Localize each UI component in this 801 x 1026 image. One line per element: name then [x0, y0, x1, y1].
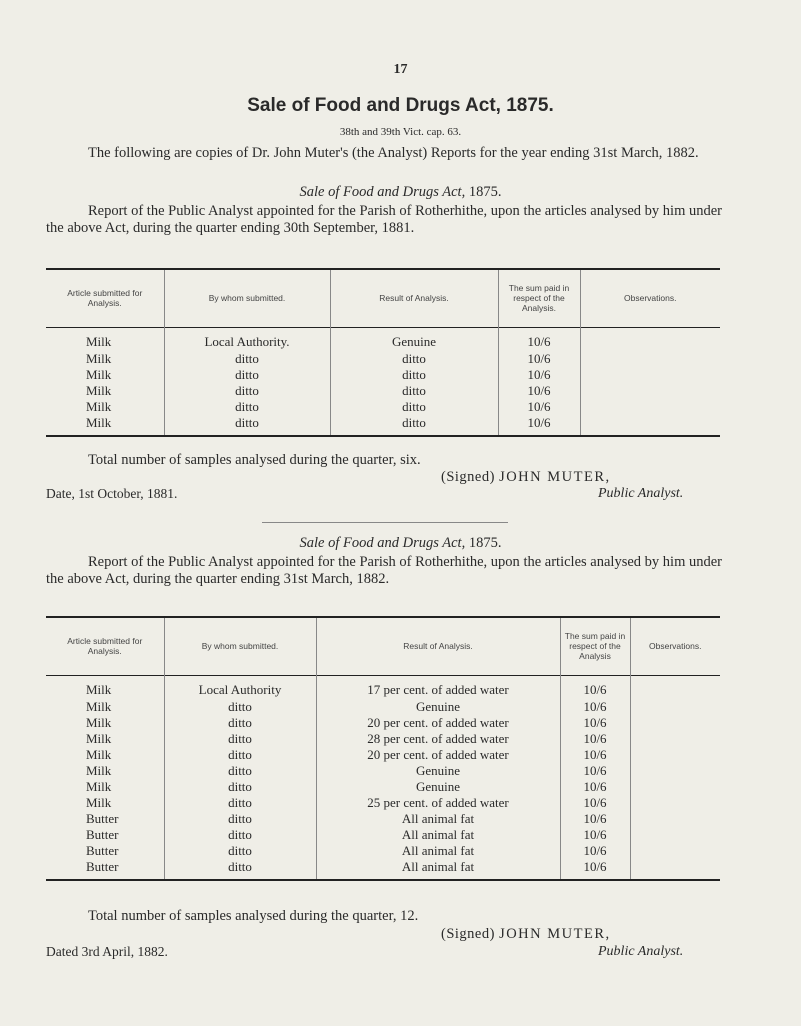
cell-result: 28 per cent. of added water [316, 731, 560, 747]
table-row [46, 675, 720, 699]
cell-observations [580, 415, 720, 431]
section-divider [262, 522, 508, 523]
table-row [46, 811, 720, 827]
cell-article: Milk [86, 747, 112, 762]
report2-col-sum: The sum paid in respect of the Analysis [560, 617, 630, 675]
report1-heading-year: 1875. [468, 184, 502, 200]
report2-signature [441, 926, 611, 943]
report2-col-by-whom: By whom submitted. [164, 617, 316, 675]
report2-text: Report of the Public Analyst appointed for the Parish of Rotherhithe, upon the articles analysed by him under the above Act, during the quarter ending 31st March, 1882. [46, 554, 722, 587]
cell-observations [630, 843, 720, 859]
cell-by-whom: ditto [164, 699, 316, 715]
report2-signed-label: (Signed) [441, 926, 495, 942]
cell-observations [630, 795, 720, 811]
cell-sum: 10/6 [560, 859, 630, 875]
table-spacer-row [46, 875, 720, 880]
table-spacer-row [46, 431, 720, 436]
cell-article: Milk [86, 399, 112, 414]
report2-date: Dated 3rd April, 1882. [46, 944, 168, 959]
cell-by-whom: ditto [164, 399, 330, 415]
report1-header-row [46, 269, 720, 327]
cell-observations [630, 779, 720, 795]
table-row [46, 843, 720, 859]
spacer-cell [46, 431, 164, 436]
cell-observations [630, 827, 720, 843]
cell-observations [630, 715, 720, 731]
cell-article: Butter [86, 843, 119, 858]
cell-article: Milk [86, 715, 112, 730]
cell-article: Milk [86, 795, 112, 810]
cell-observations [580, 327, 720, 351]
cell-result: All animal fat [316, 859, 560, 875]
report1-date: Date, 1st October, 1881. [46, 486, 178, 501]
cell-observations [580, 351, 720, 367]
cell-sum: 10/6 [560, 747, 630, 763]
cell-result: All animal fat [316, 827, 560, 843]
table-row [46, 383, 720, 399]
page-title: Sale of Food and Drugs Act, 1875. [247, 95, 554, 116]
cell-article: Butter [86, 859, 119, 874]
cell-sum: 10/6 [498, 367, 580, 383]
cell-observations [630, 747, 720, 763]
table-row [46, 351, 720, 367]
report1-col-by-whom: By whom submitted. [164, 269, 330, 327]
report1-role: Public Analyst. [598, 486, 684, 501]
cell-by-whom: ditto [164, 747, 316, 763]
cell-observations [630, 731, 720, 747]
cell-result: ditto [330, 367, 498, 383]
cell-article: Butter [86, 827, 119, 842]
cell-sum: 10/6 [498, 415, 580, 431]
spacer-cell [164, 875, 316, 880]
spacer-cell [316, 875, 560, 880]
cell-article: Milk [86, 351, 112, 366]
cell-by-whom: ditto [164, 763, 316, 779]
cell-by-whom: ditto [164, 779, 316, 795]
cell-by-whom: ditto [164, 827, 316, 843]
table-row [46, 699, 720, 715]
report2-heading [0, 535, 801, 552]
cell-sum: 10/6 [498, 383, 580, 399]
cell-result: Genuine [316, 779, 560, 795]
cell-by-whom: ditto [164, 367, 330, 383]
report1-heading-title: Sale of Food and Drugs Act, [299, 184, 466, 200]
cell-result: All animal fat [316, 843, 560, 859]
cell-sum: 10/6 [560, 699, 630, 715]
cell-article: Milk [86, 699, 112, 714]
table-row [46, 747, 720, 763]
table-row [46, 327, 720, 351]
cell-result: 25 per cent. of added water [316, 795, 560, 811]
cell-observations [630, 675, 720, 699]
cell-by-whom: ditto [164, 859, 316, 875]
table-row [46, 779, 720, 795]
table-row [46, 367, 720, 383]
report2-total: Total number of samples analysed during the quarter, 12. [88, 908, 419, 924]
cell-article: Milk [86, 682, 112, 698]
cell-by-whom: ditto [164, 715, 316, 731]
cell-sum: 10/6 [560, 763, 630, 779]
spacer-cell [580, 431, 720, 436]
report1-signer: JOHN MUTER, [499, 469, 611, 485]
cell-sum: 10/6 [498, 399, 580, 415]
report1-col-result: Result of Analysis. [330, 269, 498, 327]
cell-result: All animal fat [316, 811, 560, 827]
table-row [46, 859, 720, 875]
cell-sum: 10/6 [560, 675, 630, 699]
report2-role: Public Analyst. [598, 944, 684, 959]
cell-sum: 10/6 [560, 731, 630, 747]
spacer-cell [164, 431, 330, 436]
cell-sum: 10/6 [560, 795, 630, 811]
cell-observations [630, 859, 720, 875]
cell-observations [580, 367, 720, 383]
report1-col-sum: The sum paid in respect of the Analysis. [498, 269, 580, 327]
report1-table-body [46, 327, 720, 436]
spacer-cell [46, 875, 164, 880]
cell-by-whom: ditto [164, 383, 330, 399]
cell-result: Genuine [316, 763, 560, 779]
cell-article: Milk [86, 383, 112, 398]
report1-signature [441, 469, 611, 486]
cell-by-whom: ditto [164, 811, 316, 827]
spacer-cell [560, 875, 630, 880]
cell-result: ditto [330, 399, 498, 415]
report1-col-observations: Observations. [580, 269, 720, 327]
cell-article: Milk [86, 415, 112, 430]
report1-text: Report of the Public Analyst appointed for the Parish of Rotherhithe, upon the articles analysed by him under the above Act, during the quarter ending 30th September, 1881. [46, 203, 722, 236]
intro-paragraph: The following are copies of Dr. John Muter's (the Analyst) Reports for the year ending 31st March, 1882. [88, 145, 699, 161]
spacer-cell [498, 431, 580, 436]
cell-result: ditto [330, 383, 498, 399]
cell-by-whom: ditto [164, 795, 316, 811]
report2-col-article: Article submitted for Analysis. [67, 636, 143, 657]
report2-table [46, 616, 720, 881]
table-row [46, 731, 720, 747]
cell-result: Genuine [316, 699, 560, 715]
cell-result: 20 per cent. of added water [316, 715, 560, 731]
report1-signed-label: (Signed) [441, 469, 495, 485]
cell-by-whom: Local Authority. [164, 327, 330, 351]
report2-heading-title: Sale of Food and Drugs Act, [299, 535, 466, 551]
cell-sum: 10/6 [498, 327, 580, 351]
cell-result: 17 per cent. of added water [316, 675, 560, 699]
table-row [46, 415, 720, 431]
table-row [46, 795, 720, 811]
table-row [46, 827, 720, 843]
cell-by-whom: ditto [164, 731, 316, 747]
report2-header-row [46, 617, 720, 675]
cell-result: Genuine [330, 327, 498, 351]
cell-observations [580, 399, 720, 415]
report2-signer: JOHN MUTER, [499, 926, 611, 942]
cell-observations [630, 699, 720, 715]
spacer-cell [630, 875, 720, 880]
cell-result: 20 per cent. of added water [316, 747, 560, 763]
cell-observations [580, 383, 720, 399]
act-citation: 38th and 39th Vict. cap. 63. [339, 126, 462, 138]
report1-col-article: Article submitted for Analysis. [67, 288, 143, 309]
cell-by-whom: ditto [164, 415, 330, 431]
table-row [46, 399, 720, 415]
cell-sum: 10/6 [560, 843, 630, 859]
cell-article: Milk [86, 367, 112, 382]
cell-sum: 10/6 [498, 351, 580, 367]
cell-article: Milk [86, 779, 112, 794]
report2-col-observations: Observations. [630, 617, 720, 675]
cell-by-whom: ditto [164, 351, 330, 367]
report2-table-body [46, 675, 720, 880]
cell-sum: 10/6 [560, 779, 630, 795]
report2-heading-year: 1875. [468, 535, 502, 551]
cell-article: Milk [86, 731, 112, 746]
cell-result: ditto [330, 415, 498, 431]
cell-result: ditto [330, 351, 498, 367]
table-row [46, 763, 720, 779]
page-number: 17 [393, 62, 408, 77]
table-row [46, 715, 720, 731]
cell-sum: 10/6 [560, 715, 630, 731]
cell-article: Butter [86, 811, 119, 826]
cell-sum: 10/6 [560, 827, 630, 843]
cell-observations [630, 811, 720, 827]
report1-total: Total number of samples analysed during the quarter, six. [88, 452, 421, 468]
cell-by-whom: ditto [164, 843, 316, 859]
report2-col-result: Result of Analysis. [316, 617, 560, 675]
cell-sum: 10/6 [560, 811, 630, 827]
cell-observations [630, 763, 720, 779]
cell-by-whom: Local Authority [164, 675, 316, 699]
cell-article: Milk [86, 334, 112, 350]
cell-article: Milk [86, 763, 112, 778]
report1-heading [0, 184, 801, 201]
report1-table [46, 268, 720, 437]
spacer-cell [330, 431, 498, 436]
